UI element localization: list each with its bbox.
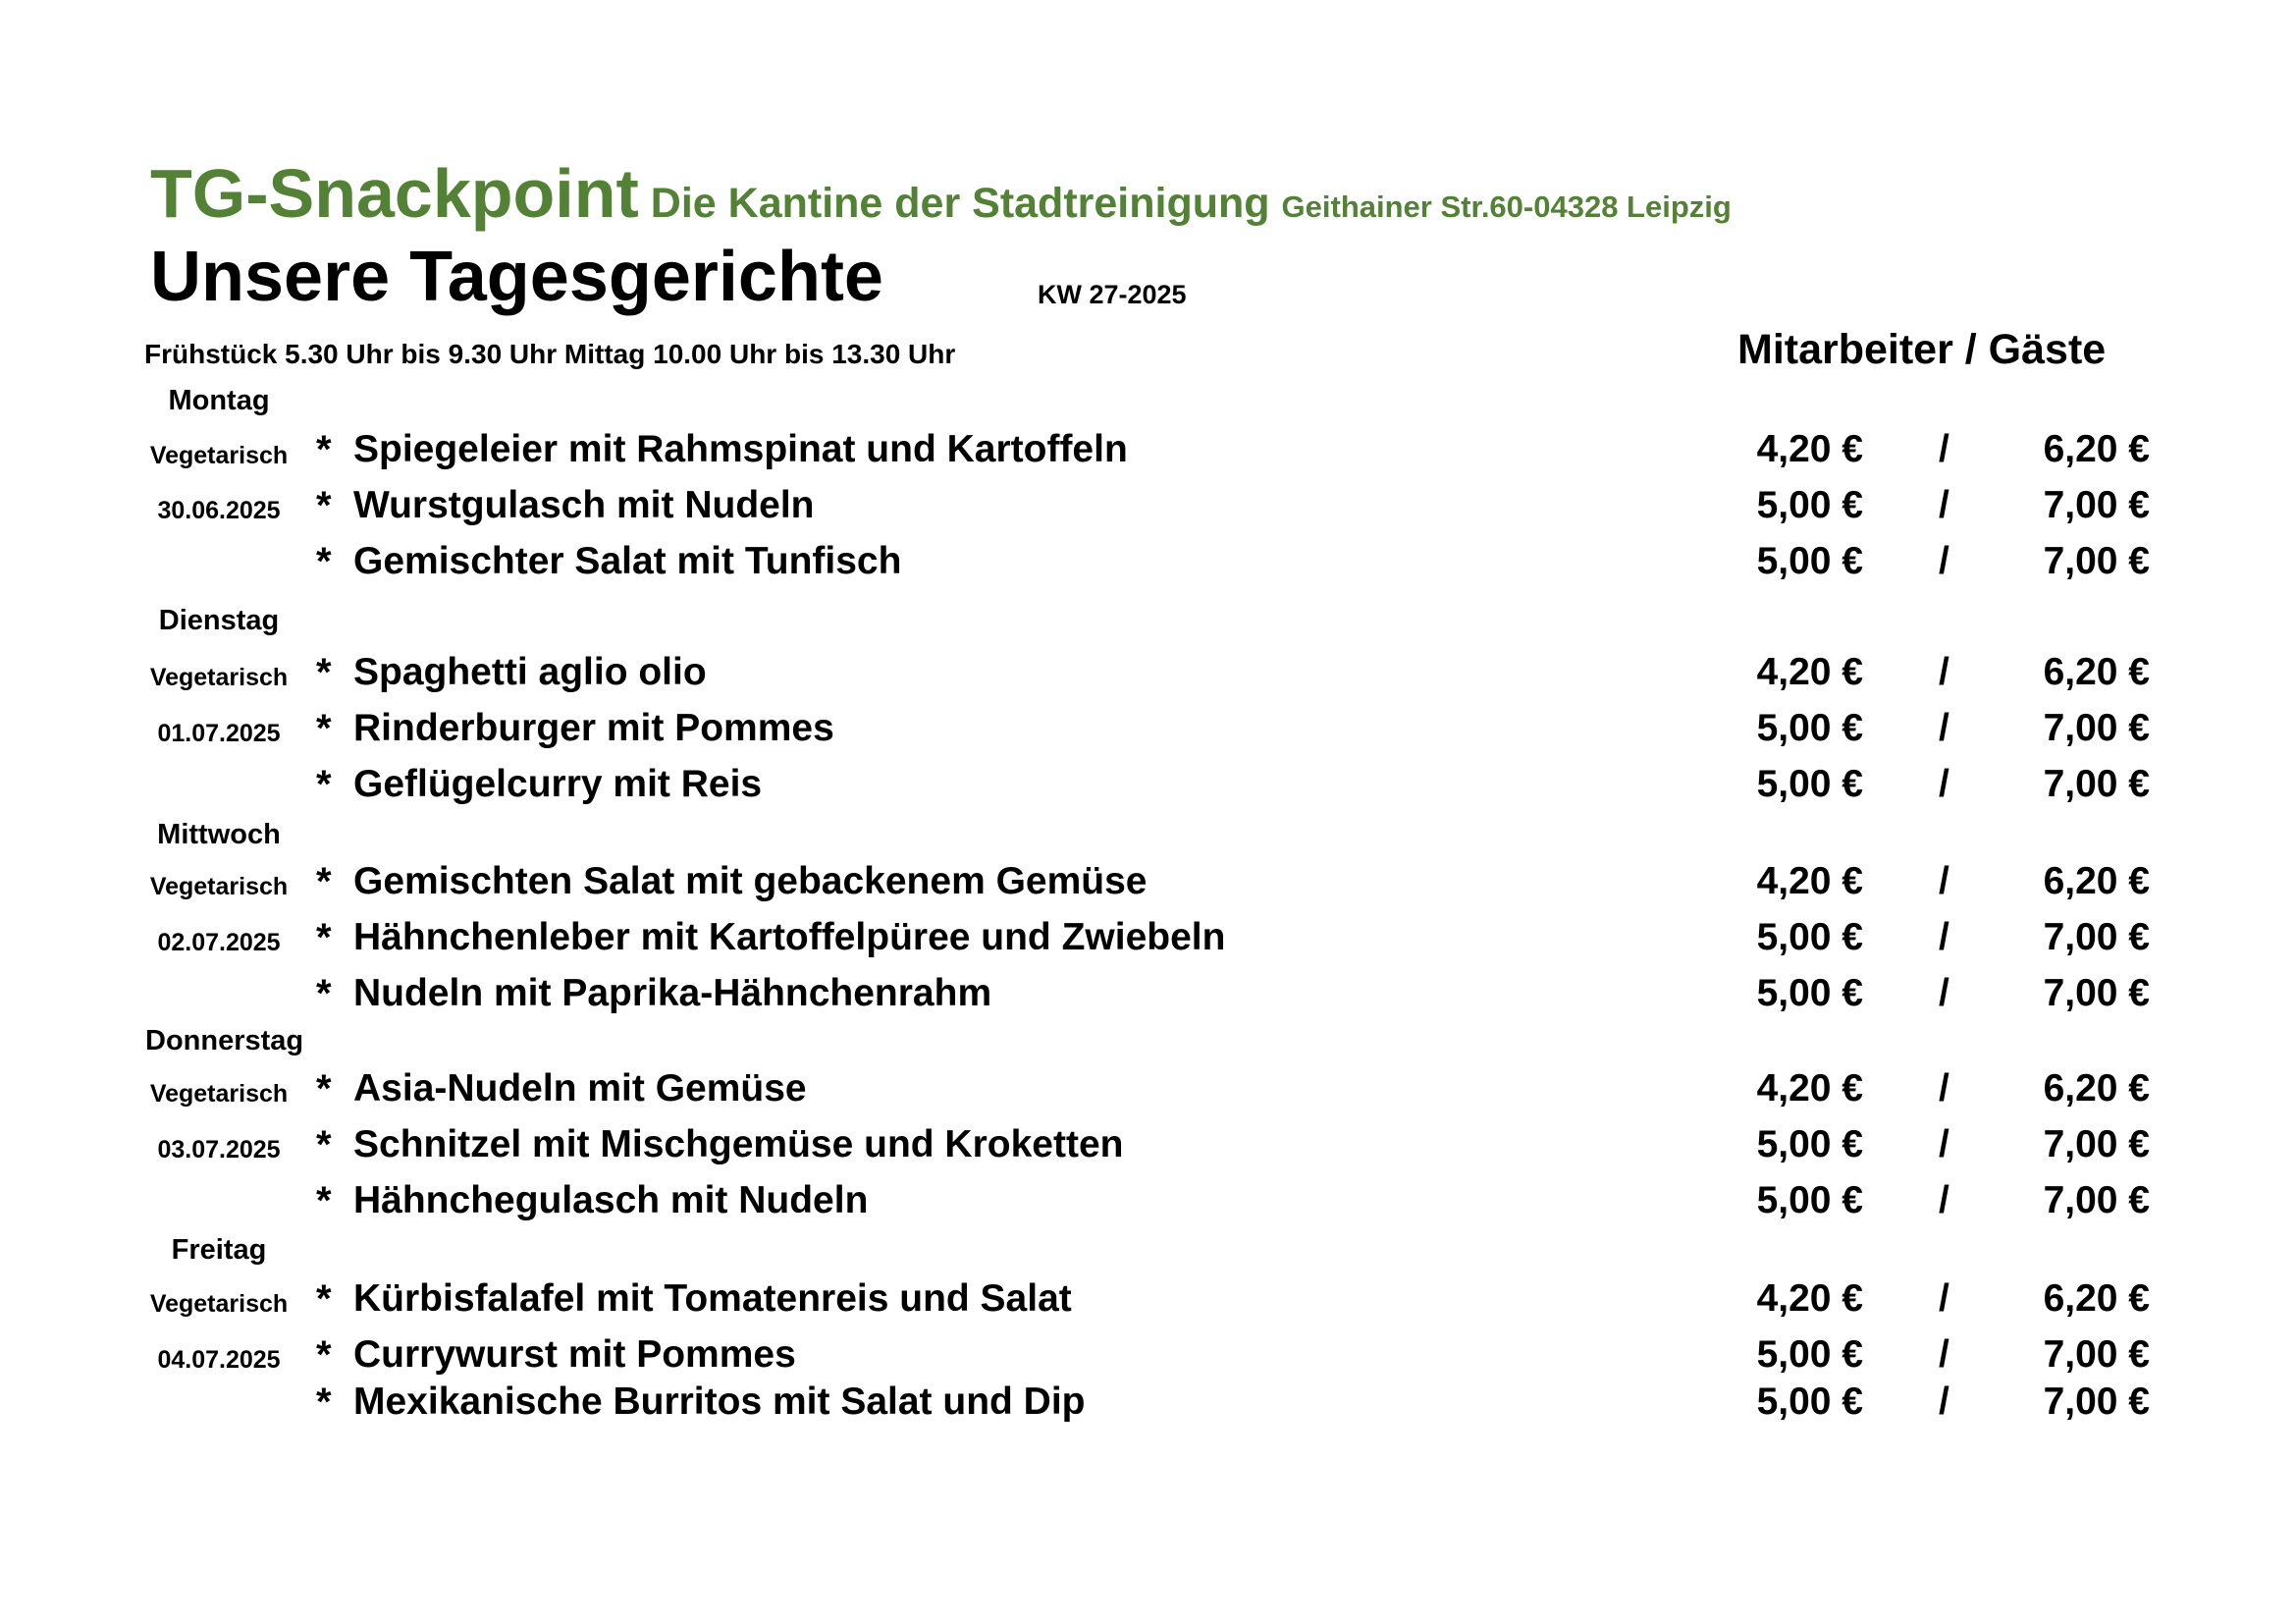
staff-price: 4,20 €: [1756, 428, 1863, 470]
guest-price: 6,20 €: [2043, 860, 2150, 902]
dish-name: Currywurst mit Pommes: [353, 1333, 796, 1376]
dish-bullet: *: [316, 1380, 332, 1424]
dish-name: Spiegeleier mit Rahmspinat und Kartoffeln: [353, 428, 1128, 470]
guest-price: 7,00 €: [2043, 763, 2150, 805]
day-name: Mittwoch: [157, 819, 281, 850]
day-category: Vegetarisch: [149, 664, 289, 691]
dish-name: Rinderburger mit Pommes: [353, 707, 834, 749]
dish-name: Gemischter Salat mit Tunfisch: [353, 540, 902, 582]
dish-name: Mexikanische Burritos mit Salat und Dip: [353, 1380, 1086, 1423]
dish-bullet: *: [316, 972, 332, 1015]
dish-name: Kürbisfalafel mit Tomatenreis und Salat: [353, 1277, 1072, 1320]
opening-hours: Frühstück 5.30 Uhr bis 9.30 Uhr Mittag 10.00 Uhr bis 13.30 Uhr: [144, 339, 956, 369]
dish-name: Gemischten Salat mit gebackenem Gemüse: [353, 860, 1148, 902]
staff-price: 5,00 €: [1756, 1123, 1863, 1165]
price-separator: /: [1939, 1277, 1949, 1320]
dish-name: Nudeln mit Paprika-Hähnchenrahm: [353, 972, 992, 1014]
calendar-week: KW 27-2025: [1038, 280, 1187, 309]
day-name: Montag: [168, 385, 270, 416]
dish-bullet: *: [316, 1333, 332, 1377]
price-separator: /: [1939, 860, 1949, 902]
dish-name: Wurstgulasch mit Nudeln: [353, 484, 815, 526]
price-separator: /: [1939, 707, 1949, 749]
guest-price: 7,00 €: [2043, 1333, 2150, 1376]
guest-price: 6,20 €: [2043, 428, 2150, 470]
guest-price: 7,00 €: [2043, 972, 2150, 1014]
page-title: Unsere Tagesgerichte: [150, 238, 883, 316]
price-separator: /: [1939, 763, 1949, 805]
brand-name: TG-Snackpoint: [150, 155, 639, 232]
dish-name: Hähnchenleber mit Kartoffelpüree und Zwiebeln: [353, 916, 1226, 958]
price-column-heading: Mitarbeiter / Gäste: [1737, 326, 2107, 373]
day-name: Freitag: [171, 1234, 267, 1266]
staff-price: 5,00 €: [1756, 1179, 1863, 1221]
staff-price: 5,00 €: [1756, 1380, 1863, 1423]
staff-price: 5,00 €: [1756, 707, 1863, 749]
day-name: Dienstag: [158, 605, 280, 636]
dish-name: Geflügelcurry mit Reis: [353, 763, 763, 805]
price-separator: /: [1939, 1067, 1949, 1110]
staff-price: 4,20 €: [1756, 860, 1863, 902]
day-name: Donnerstag: [145, 1025, 304, 1056]
price-separator: /: [1939, 651, 1949, 693]
dish-name: Asia-Nudeln mit Gemüse: [353, 1067, 807, 1110]
staff-price: 5,00 €: [1756, 540, 1863, 582]
dish-bullet: *: [316, 540, 332, 583]
brand-address: Geithainer Str.60-04328 Leipzig: [1281, 189, 1732, 224]
day-category: Vegetarisch: [149, 442, 289, 469]
staff-price: 5,00 €: [1756, 763, 1863, 805]
staff-price: 4,20 €: [1756, 651, 1863, 693]
guest-price: 7,00 €: [2043, 484, 2150, 526]
day-category: Vegetarisch: [149, 873, 289, 900]
staff-price: 4,20 €: [1756, 1277, 1863, 1320]
dish-bullet: *: [316, 651, 332, 694]
dish-name: Spaghetti aglio olio: [353, 651, 707, 693]
guest-price: 7,00 €: [2043, 1380, 2150, 1423]
guest-price: 6,20 €: [2043, 1277, 2150, 1320]
guest-price: 7,00 €: [2043, 916, 2150, 958]
guest-price: 7,00 €: [2043, 707, 2150, 749]
staff-price: 5,00 €: [1756, 916, 1863, 958]
price-separator: /: [1939, 1333, 1949, 1376]
price-separator: /: [1939, 540, 1949, 582]
guest-price: 7,00 €: [2043, 540, 2150, 582]
day-category: Vegetarisch: [149, 1080, 289, 1108]
staff-price: 5,00 €: [1756, 1333, 1863, 1376]
dish-name: Hähnchegulasch mit Nudeln: [353, 1179, 869, 1221]
guest-price: 7,00 €: [2043, 1179, 2150, 1221]
dish-bullet: *: [316, 763, 332, 806]
price-separator: /: [1939, 484, 1949, 526]
dish-bullet: *: [316, 484, 332, 527]
price-separator: /: [1939, 428, 1949, 470]
day-category: Vegetarisch: [149, 1290, 289, 1318]
day-date: 03.07.2025: [157, 1136, 281, 1164]
dish-bullet: *: [316, 707, 332, 750]
dish-bullet: *: [316, 916, 332, 959]
dish-bullet: *: [316, 1179, 332, 1222]
dish-bullet: *: [316, 1067, 332, 1110]
price-separator: /: [1939, 1179, 1949, 1221]
brand-line: [150, 155, 1732, 232]
guest-price: 7,00 €: [2043, 1123, 2150, 1165]
price-separator: /: [1939, 972, 1949, 1014]
staff-price: 5,00 €: [1756, 484, 1863, 526]
dish-bullet: *: [316, 428, 332, 471]
day-date: 02.07.2025: [157, 929, 281, 956]
staff-price: 5,00 €: [1756, 972, 1863, 1014]
dish-bullet: *: [316, 1123, 332, 1166]
guest-price: 6,20 €: [2043, 1067, 2150, 1110]
dish-bullet: *: [316, 1277, 332, 1321]
day-date: 04.07.2025: [157, 1346, 281, 1374]
price-separator: /: [1939, 916, 1949, 958]
price-separator: /: [1939, 1123, 1949, 1165]
price-separator: /: [1939, 1380, 1949, 1423]
brand-tagline: Die Kantine der Stadtreinigung: [650, 180, 1270, 227]
dish-bullet: *: [316, 860, 332, 903]
staff-price: 4,20 €: [1756, 1067, 1863, 1110]
day-date: 01.07.2025: [157, 720, 281, 747]
guest-price: 6,20 €: [2043, 651, 2150, 693]
day-date: 30.06.2025: [157, 497, 281, 524]
dish-name: Schnitzel mit Mischgemüse und Kroketten: [353, 1123, 1124, 1165]
